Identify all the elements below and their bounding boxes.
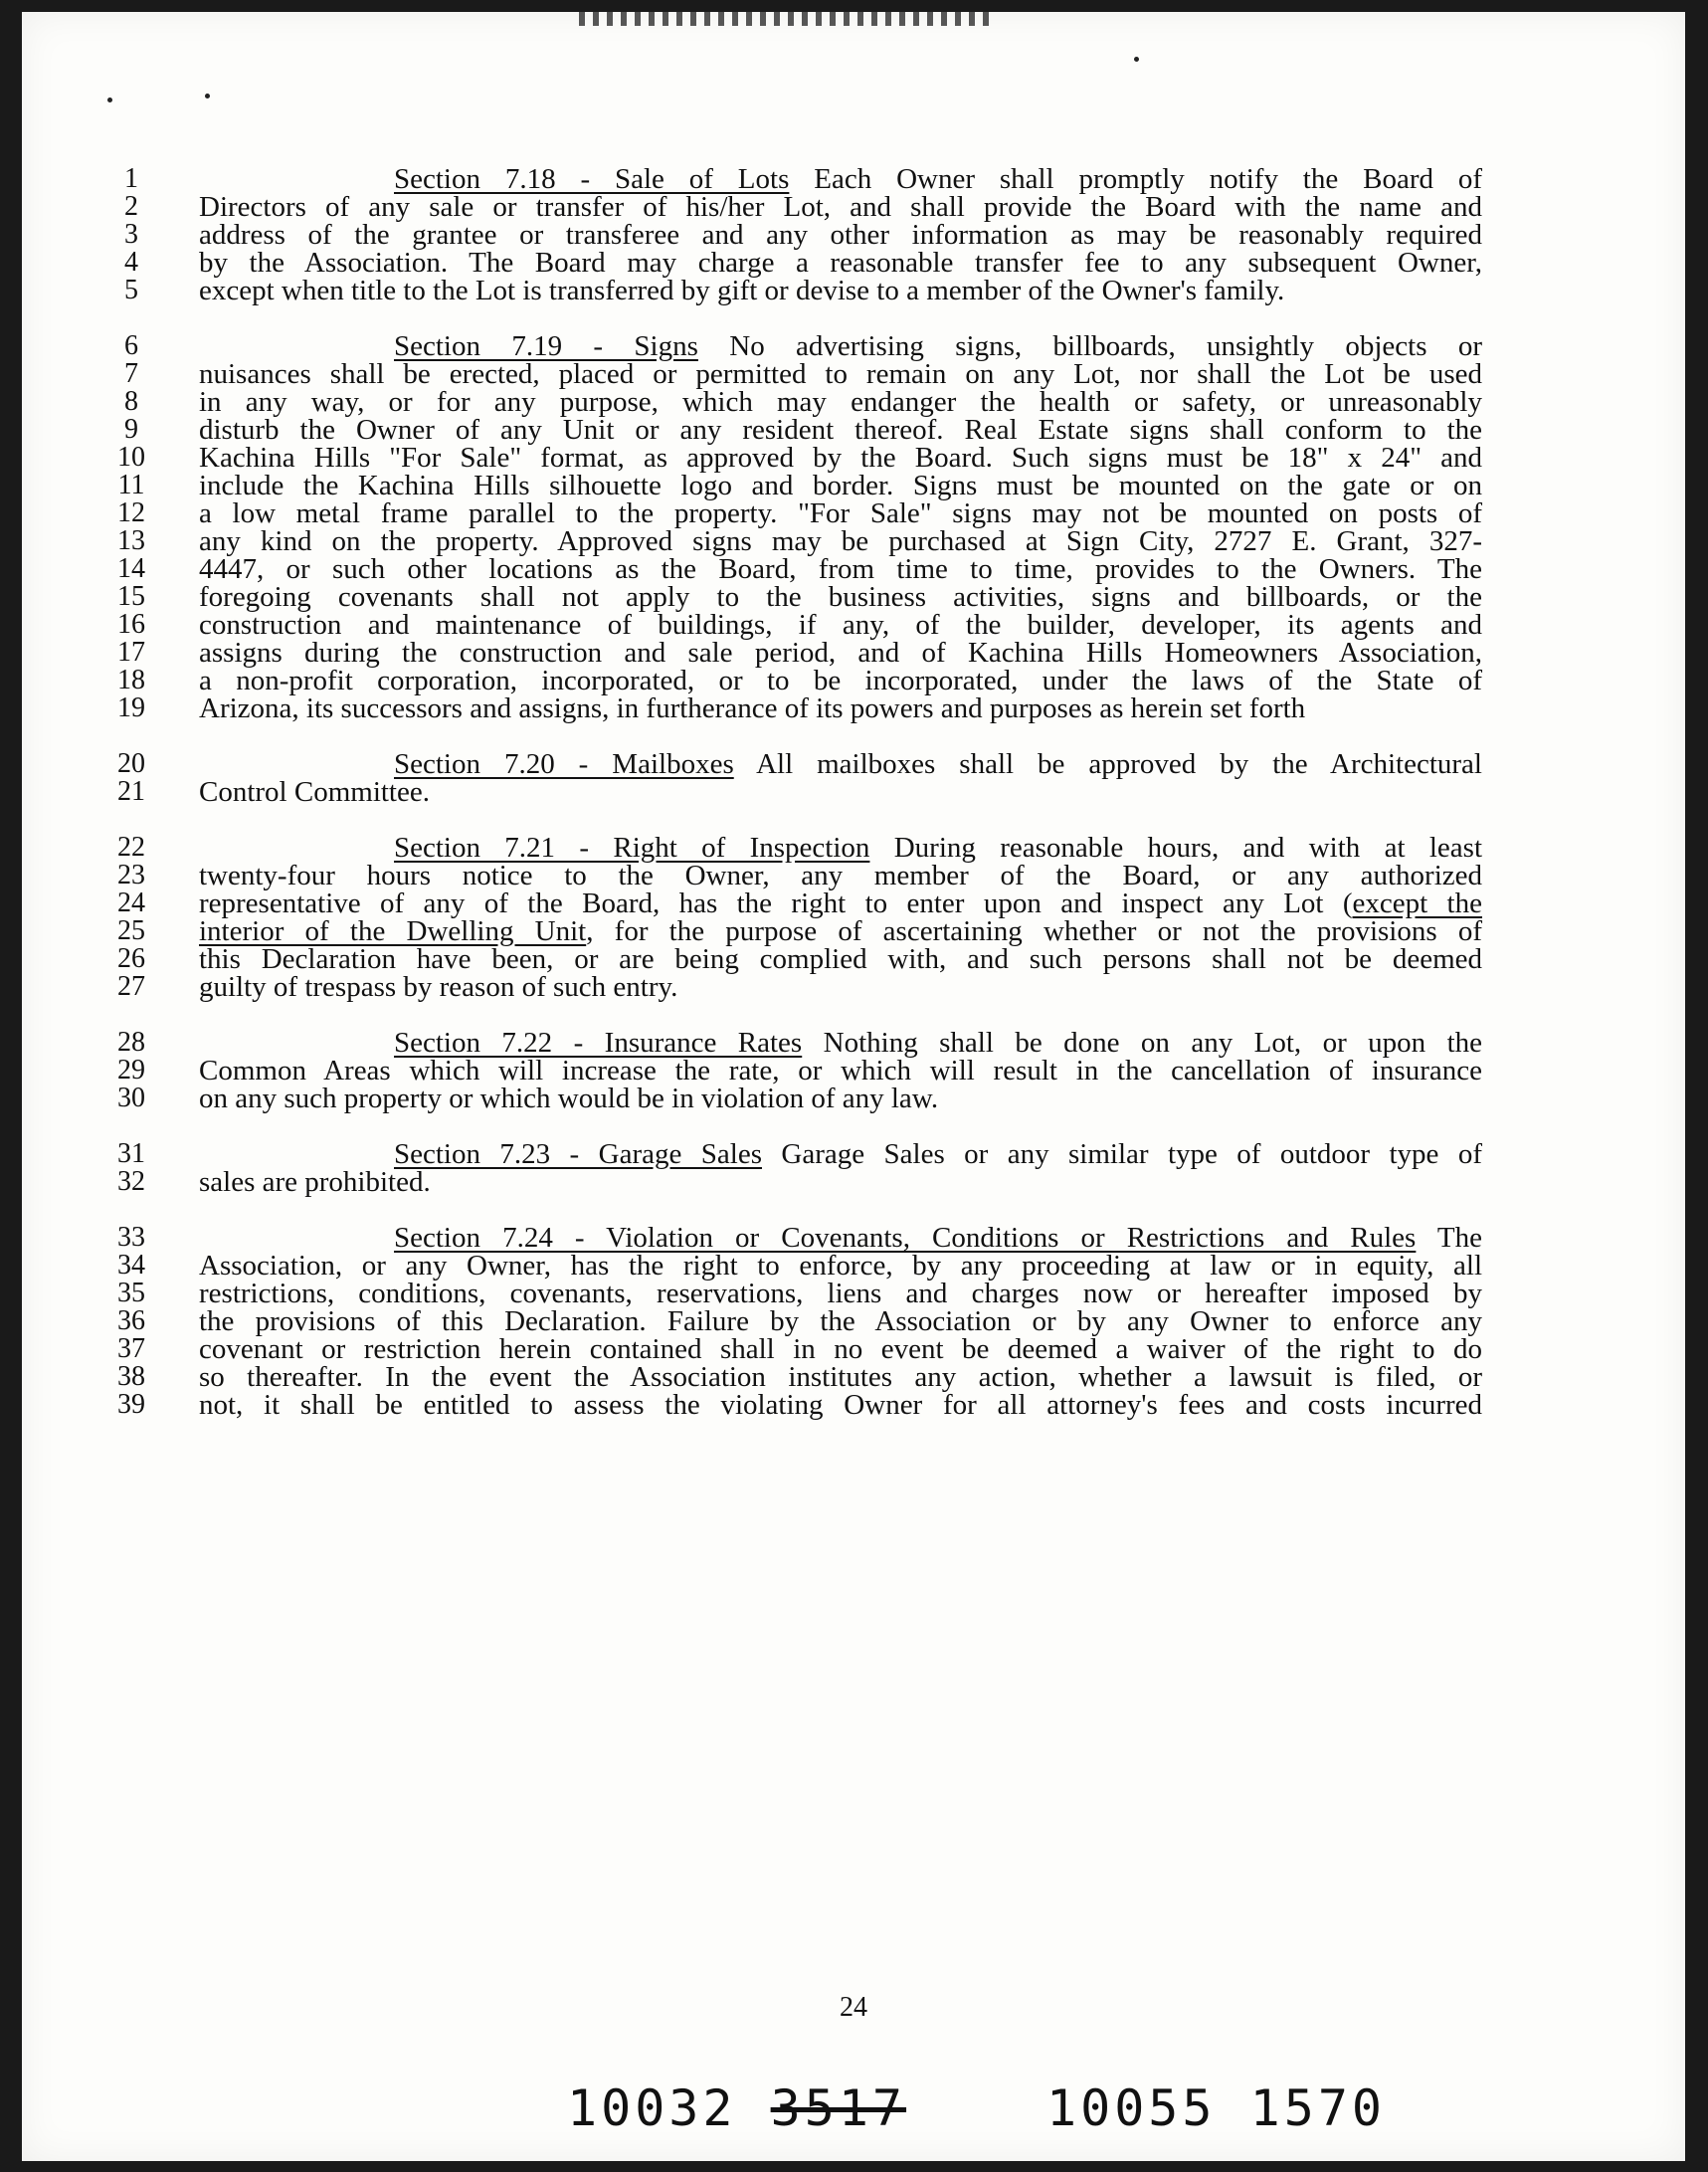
line-number: 1 [124, 163, 138, 194]
text-line [22, 774, 1685, 814]
line-number: 33 [117, 1222, 145, 1253]
line-number: 29 [117, 1055, 145, 1086]
underlined-text: Section 7.23 - Garage Sales [394, 1138, 762, 1170]
text-run: by the Association. The Board may charge a reasonable transfer fee to any subsequent Owner, [199, 247, 1482, 279]
underlined-text: Section 7.21 - Right of Inspection [394, 832, 870, 864]
recording-stamp-right: 10055 1570 [1046, 2079, 1387, 2137]
text-run: construction and maintenance of buildings, if any, of the builder, developer, its agents and [199, 609, 1482, 641]
text-run: in any way, or for any purpose, which may endanger the health or safety, or unreasonably [199, 386, 1482, 418]
line-number: 12 [117, 497, 145, 528]
line-number: 7 [124, 358, 138, 389]
line-number: 24 [117, 888, 145, 918]
text-run: Directors of any sale or transfer of his/her Lot, and shall provide the Board with the name and [199, 191, 1482, 223]
text-run: address of the grantee or transferee and any other information as may be reasonably required [199, 219, 1482, 251]
stamp-number: 10032 [567, 2079, 737, 2137]
line-number: 27 [117, 971, 145, 1002]
underlined-text: Section 7.18 - Sale of Lots [394, 163, 790, 195]
text-run: The [1416, 1222, 1483, 1254]
text-run: foregoing covenants shall not apply to the business activities, signs and billboards, or the [199, 581, 1482, 613]
text-run: guilty of trespass by reason of such entry. [199, 971, 678, 1003]
line-text [199, 969, 1482, 1005]
line-number: 10 [117, 442, 145, 473]
line-number: 23 [117, 860, 145, 890]
underlined-text: Section 7.24 - Violation or Covenants, Conditions or Restrictions and Rules [394, 1222, 1417, 1254]
line-number: 32 [117, 1166, 145, 1197]
text-run: any kind on the property. Approved signs may be purchased at Sign City, 2727 E. Grant, 327- [199, 525, 1482, 557]
line-text [199, 774, 1482, 810]
underlined-text: except the [1352, 888, 1482, 919]
underlined-text: Section 7.20 - Mailboxes [394, 748, 734, 780]
text-run: a low metal frame parallel to the property. "For Sale" signs may not be mounted on posts of [199, 497, 1482, 529]
text-run: Common Areas which will increase the rate, or which will result in the cancellation of insurance [199, 1055, 1482, 1086]
line-text [199, 1387, 1482, 1423]
line-number: 37 [117, 1333, 145, 1364]
text-run: Garage Sales or any similar type of outdoor type of [761, 1138, 1483, 1170]
line-number: 30 [117, 1083, 145, 1113]
text-run: this Declaration have been, or are being complied with, and such persons shall not be deemed [199, 943, 1482, 975]
text-line [22, 691, 1685, 730]
scan-noise [579, 12, 997, 26]
text-line [22, 1387, 1685, 1427]
text-run: 4447, or such other locations as the Board, from time to time, provides to the Owners. The [199, 553, 1482, 585]
text-run: representative of any of the Board, has the right to enter upon and inspect any Lot ( [199, 888, 1353, 919]
line-number: 11 [117, 470, 145, 500]
text-run: Control Committee. [199, 776, 430, 808]
line-number: 16 [117, 609, 145, 640]
line-number: 2 [124, 191, 138, 222]
text-run: on any such property or which would be in violation of any law. [199, 1083, 939, 1114]
text-line [22, 273, 1685, 312]
line-number: 39 [117, 1389, 145, 1420]
recording-stamp-left [567, 2079, 906, 2137]
line-number: 13 [117, 525, 145, 556]
line-number: 18 [117, 665, 145, 695]
text-run: Kachina Hills "For Sale" format, as approved by the Board. Such signs must be 18" x 24" and [199, 442, 1482, 474]
line-number: 17 [117, 637, 145, 668]
line-number: 14 [117, 553, 145, 584]
line-number: 3 [124, 219, 138, 250]
line-number: 20 [117, 748, 145, 779]
text-line [22, 1164, 1685, 1204]
text-run: include the Kachina Hills silhouette logo and border. Signs must be mounted on the gate or on [199, 470, 1482, 501]
line-number: 26 [117, 943, 145, 974]
line-number: 6 [124, 330, 138, 361]
line-number: 34 [117, 1250, 145, 1281]
line-number: 9 [124, 414, 138, 445]
text-line [22, 1081, 1685, 1120]
text-run: Association, or any Owner, has the right to enforce, by any proceeding at law or in equity, all [199, 1250, 1482, 1282]
line-number: 8 [124, 386, 138, 417]
text-run: , for the purpose of ascertaining whether or not the provisions of [586, 915, 1482, 947]
line-number: 38 [117, 1361, 145, 1392]
text-run: nuisances shall be erected, placed or permitted to remain on any Lot, nor shall the Lot be used [199, 358, 1482, 390]
line-text [199, 1081, 1482, 1116]
text-run: a non-profit corporation, incorporated, or to be incorporated, under the laws of the State of [199, 665, 1482, 696]
text-run: Arizona, its successors and assigns, in furtherance of its powers and purposes as herein set forth [199, 692, 1306, 724]
line-number: 22 [117, 832, 145, 863]
text-run: not, it shall be entitled to assess the violating Owner for all attorney's fees and costs incurred [199, 1389, 1482, 1421]
underlined-text: interior of the Dwelling Unit [199, 915, 587, 947]
line-number: 19 [117, 692, 145, 723]
text-run: assigns during the construction and sale period, and of Kachina Hills Homeowners Association, [199, 637, 1482, 669]
text-run: except when title to the Lot is transferred by gift or devise to a member of the Owner's family. [199, 275, 1285, 306]
line-text [199, 273, 1482, 308]
scan-speck [205, 94, 210, 99]
line-number: 4 [124, 247, 138, 278]
text-run: restrictions, conditions, covenants, reservations, liens and charges now or hereafter imposed by [199, 1278, 1482, 1309]
line-number: 36 [117, 1305, 145, 1336]
text-run: All mailboxes shall be approved by the Architectural [733, 748, 1482, 780]
scan-speck [1134, 57, 1139, 62]
line-text [199, 1164, 1482, 1200]
line-number: 28 [117, 1027, 145, 1058]
text-run: During reasonable hours, and with at least [869, 832, 1483, 864]
text-run: the provisions of this Declaration. Failure by the Association or by any Owner to enforce any [199, 1305, 1482, 1337]
text-run: so thereafter. In the event the Association institutes any action, whether a lawsuit is filed, or [199, 1361, 1482, 1393]
scan-speck [107, 98, 112, 102]
underlined-text: Section 7.19 - Signs [394, 330, 698, 362]
text-run: covenant or restriction herein contained shall in no event be deemed a waiver of the right to do [199, 1333, 1482, 1365]
text-run: No advertising signs, billboards, unsightly objects or [697, 330, 1482, 362]
stamp-number-struck: 3517 [770, 2079, 907, 2137]
text-run: twenty-four hours notice to the Owner, any member of the Board, or any authorized [199, 860, 1482, 891]
line-text [199, 691, 1482, 726]
line-number: 35 [117, 1278, 145, 1308]
text-run: sales are prohibited. [199, 1166, 431, 1198]
line-number: 5 [124, 275, 138, 305]
underlined-text: Section 7.22 - Insurance Rates [394, 1027, 803, 1059]
document-page [22, 12, 1685, 2161]
text-run: disturb the Owner of any Unit or any resident thereof. Real Estate signs shall conform to the [199, 414, 1482, 446]
text-run: Each Owner shall promptly notify the Board of [789, 163, 1482, 195]
text-line [22, 969, 1685, 1009]
line-number: 15 [117, 581, 145, 612]
page-number: 24 [840, 1992, 867, 2023]
line-number: 25 [117, 915, 145, 946]
text-run: Nothing shall be done on any Lot, or upon the [802, 1027, 1482, 1059]
line-number: 31 [117, 1138, 145, 1169]
line-number: 21 [117, 776, 145, 807]
